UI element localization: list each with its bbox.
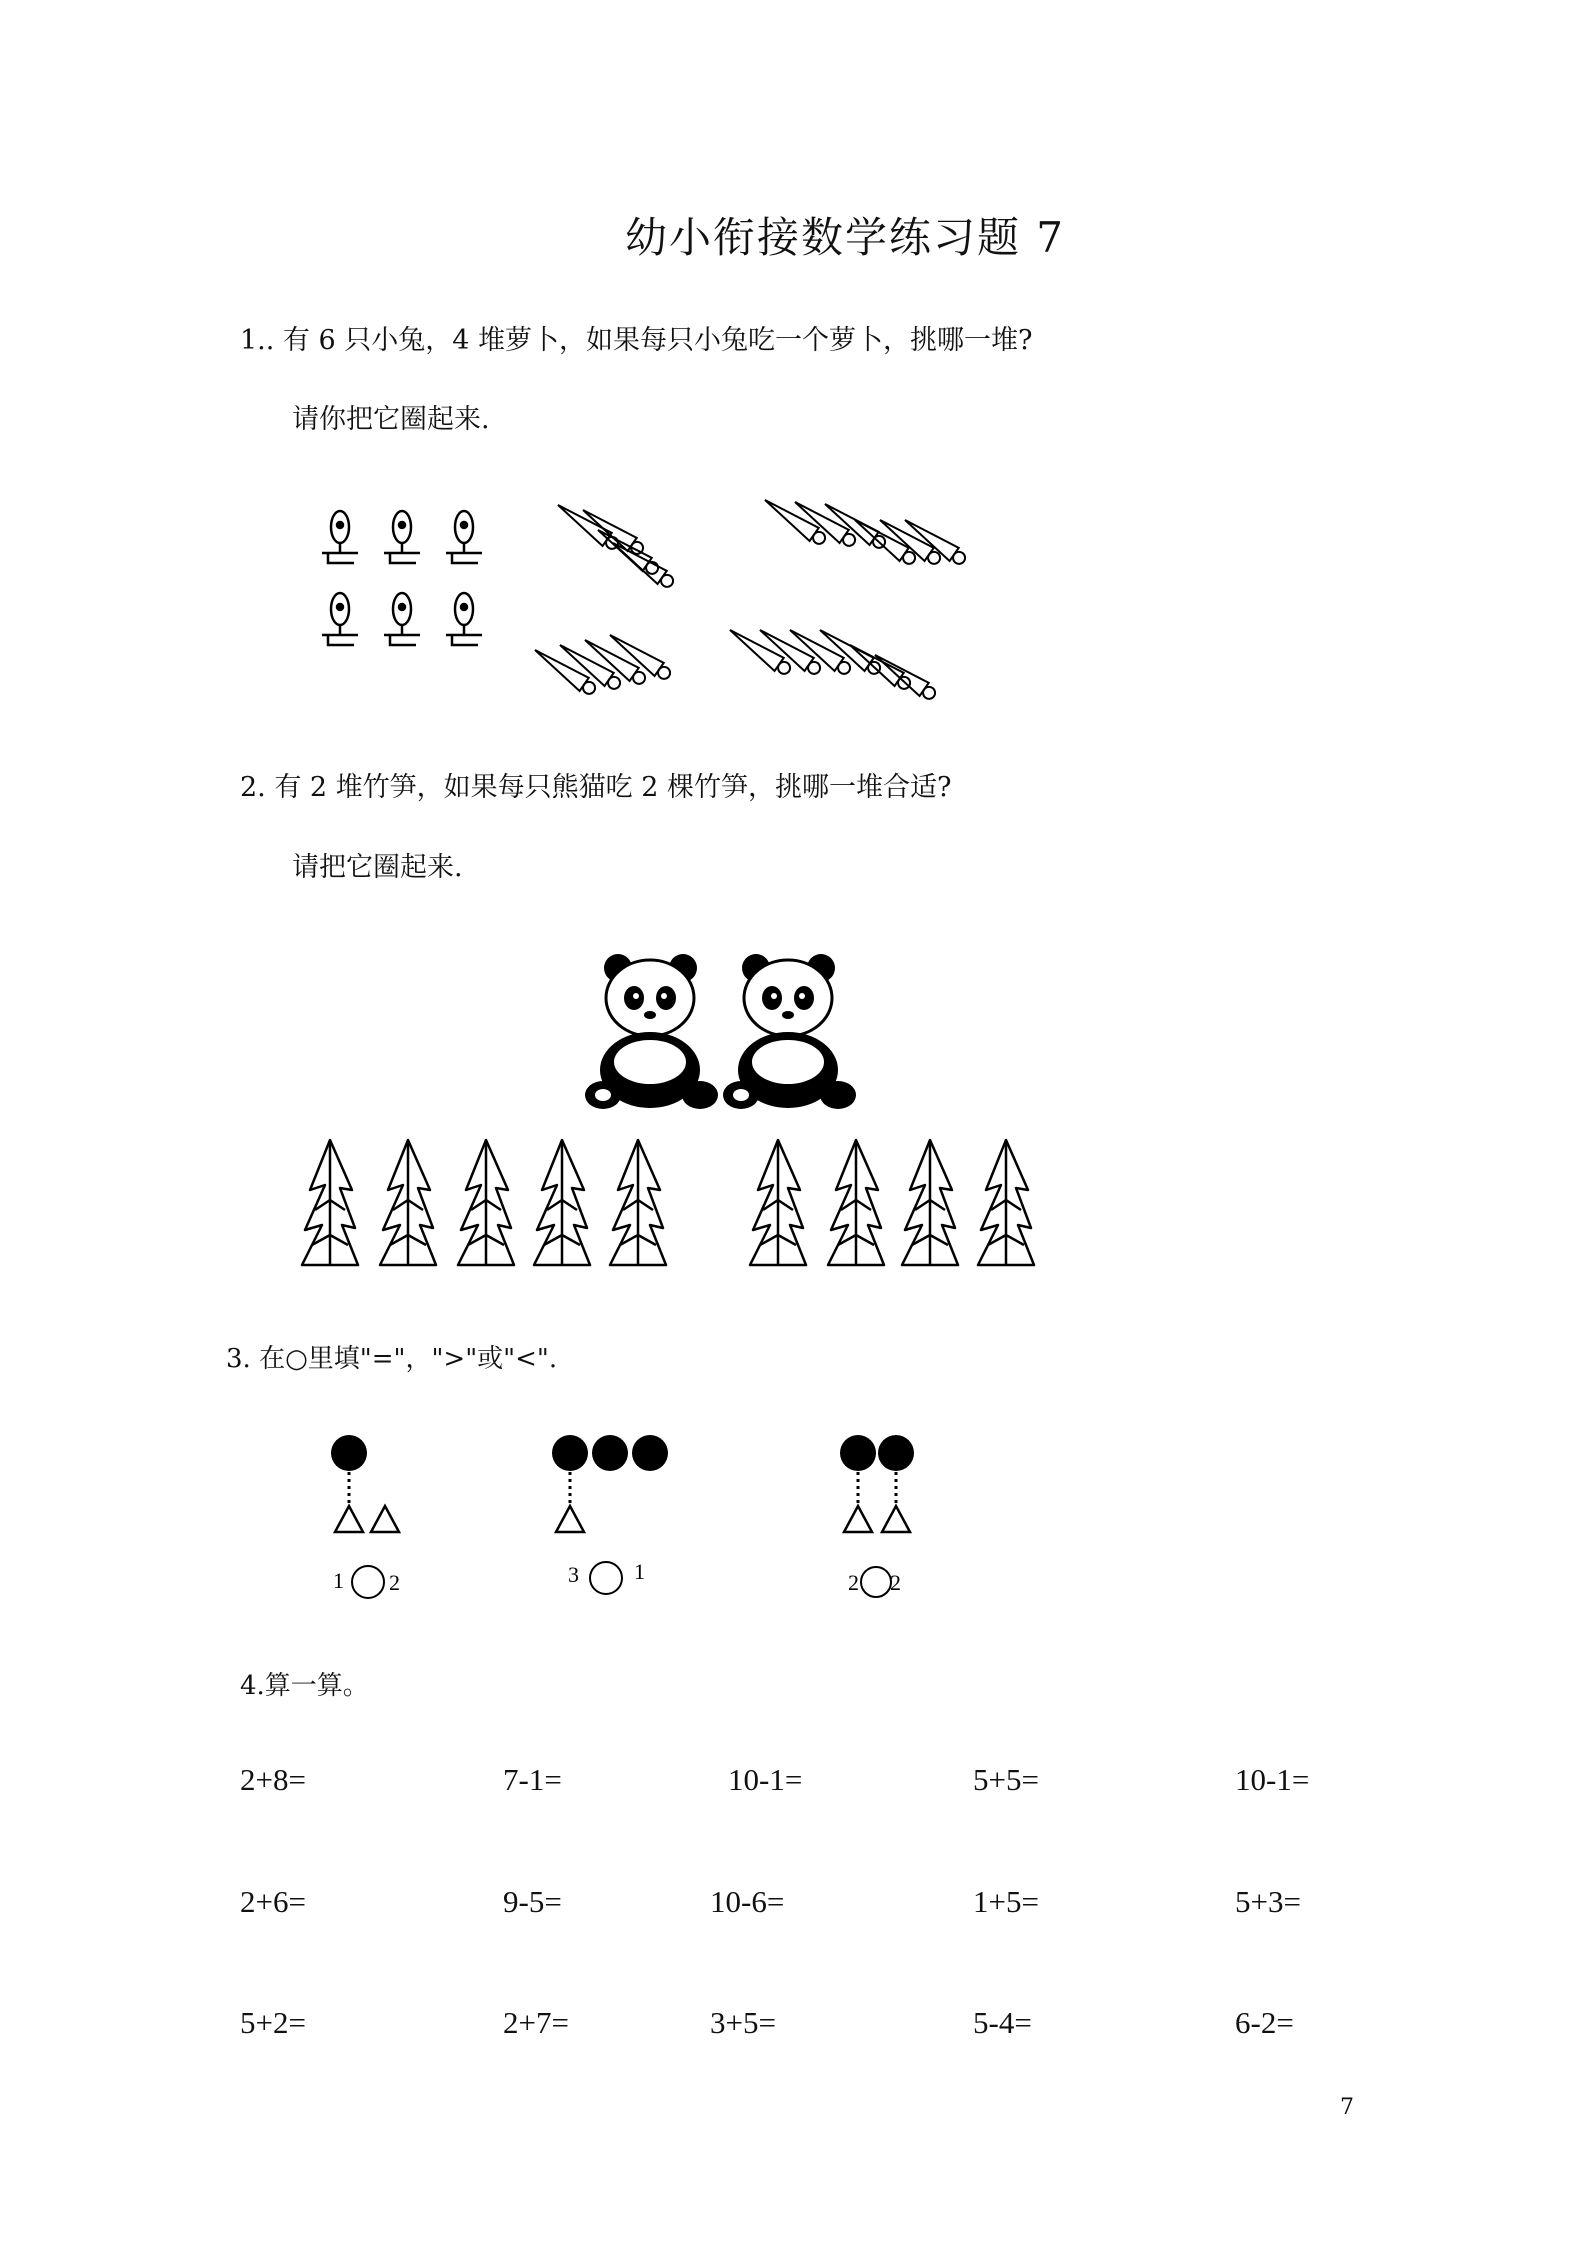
calc-item[interactable]: 10-6=: [710, 1884, 785, 1919]
rabbit-icon: [322, 511, 358, 563]
triangle-icon: [882, 1506, 910, 1532]
compare-right-number: 1: [634, 1559, 645, 1584]
compare-group-2: [550, 1432, 680, 1597]
compare-left-number: 1: [333, 1568, 344, 1593]
compare-group-3: [838, 1432, 938, 1597]
rabbit-icon: [322, 593, 358, 645]
carrot-pile-3: [525, 625, 670, 720]
triangle-icon: [371, 1506, 399, 1532]
calc-item[interactable]: 7-1=: [503, 1762, 562, 1797]
dot-icon: [552, 1435, 588, 1471]
compare-right-number: 2: [890, 1570, 901, 1595]
pandas-illustration: [578, 950, 853, 1120]
calc-item[interactable]: 6-2=: [1235, 2005, 1294, 2040]
rabbit-icon: [384, 511, 420, 563]
question-1-instruction: 请你把它圈起来.: [292, 404, 490, 435]
dot-icon: [592, 1435, 628, 1471]
carrot-pile-4: [720, 615, 970, 725]
compare-group-1: [325, 1432, 435, 1597]
bamboo-shoot-icon: [458, 1140, 514, 1265]
bamboo-shoot-icon: [534, 1140, 590, 1265]
answer-circle[interactable]: [861, 1567, 891, 1597]
compare-left-number: 3: [568, 1562, 579, 1587]
bamboo-pile-1: [300, 1140, 670, 1270]
calc-item[interactable]: 10-1=: [728, 1762, 803, 1797]
calc-item[interactable]: 5+3=: [1235, 1884, 1301, 1919]
rabbit-icon: [446, 593, 482, 645]
calc-item[interactable]: 2+7=: [503, 2005, 569, 2040]
bamboo-pile-2: [748, 1140, 1048, 1270]
triangle-icon: [556, 1506, 584, 1532]
panda-icon: [585, 954, 718, 1109]
question-3-text: 3. 在○里填"="，">"或"<".: [226, 1344, 558, 1374]
bamboo-shoot-icon: [302, 1140, 358, 1265]
carrot-pile-1: [548, 495, 688, 595]
carrot-icon: [900, 513, 968, 567]
carrot-pile-2: [755, 490, 970, 590]
bamboo-shoot-icon: [902, 1140, 958, 1265]
calc-item[interactable]: 5-4=: [973, 2005, 1032, 2040]
bamboo-shoot-icon: [750, 1140, 806, 1265]
calc-item[interactable]: 9-5=: [503, 1884, 562, 1919]
calc-item[interactable]: 2+8=: [240, 1762, 306, 1797]
calc-item[interactable]: 1+5=: [973, 1884, 1039, 1919]
calc-item[interactable]: 10-1=: [1235, 1762, 1310, 1797]
calc-item[interactable]: 5+5=: [973, 1762, 1039, 1797]
rabbits-illustration: [310, 505, 510, 670]
carrot-icon: [760, 493, 828, 547]
compare-left-number: 2: [848, 1570, 859, 1595]
dot-icon: [878, 1435, 914, 1471]
calc-item[interactable]: 2+6=: [240, 1884, 306, 1919]
triangle-icon: [844, 1506, 872, 1532]
dot-icon: [632, 1435, 668, 1471]
panda-icon: [723, 954, 856, 1109]
rabbit-icon: [384, 593, 420, 645]
bamboo-shoot-icon: [380, 1140, 436, 1265]
calc-item[interactable]: 5+2=: [240, 2005, 306, 2040]
bamboo-shoot-icon: [978, 1140, 1034, 1265]
page-number: 7: [1340, 2095, 1354, 2120]
rabbit-icon: [446, 511, 482, 563]
carrot-icon: [870, 648, 938, 702]
calc-item[interactable]: 3+5=: [710, 2005, 776, 2040]
bamboo-shoot-icon: [828, 1140, 884, 1265]
compare-right-number: 2: [389, 1570, 400, 1595]
question-2-instruction: 请把它圈起来.: [292, 852, 463, 883]
dot-icon: [840, 1435, 876, 1471]
page-title: 幼小衔接数学练习题 7: [624, 213, 1066, 262]
dot-icon: [331, 1435, 367, 1471]
question-1-text: 1.. 有 6 只小兔，4 堆萝卜，如果每只小兔吃一个萝卜，挑哪一堆?: [240, 325, 1033, 356]
question-4-text: 4.算一算。: [240, 1671, 369, 1701]
bamboo-shoot-icon: [610, 1140, 666, 1265]
answer-circle[interactable]: [352, 1566, 384, 1598]
triangle-icon: [335, 1506, 363, 1532]
question-2-text: 2. 有 2 堆竹笋，如果每只熊猫吃 2 棵竹笋，挑哪一堆合适?: [240, 772, 952, 803]
answer-circle[interactable]: [590, 1562, 622, 1594]
